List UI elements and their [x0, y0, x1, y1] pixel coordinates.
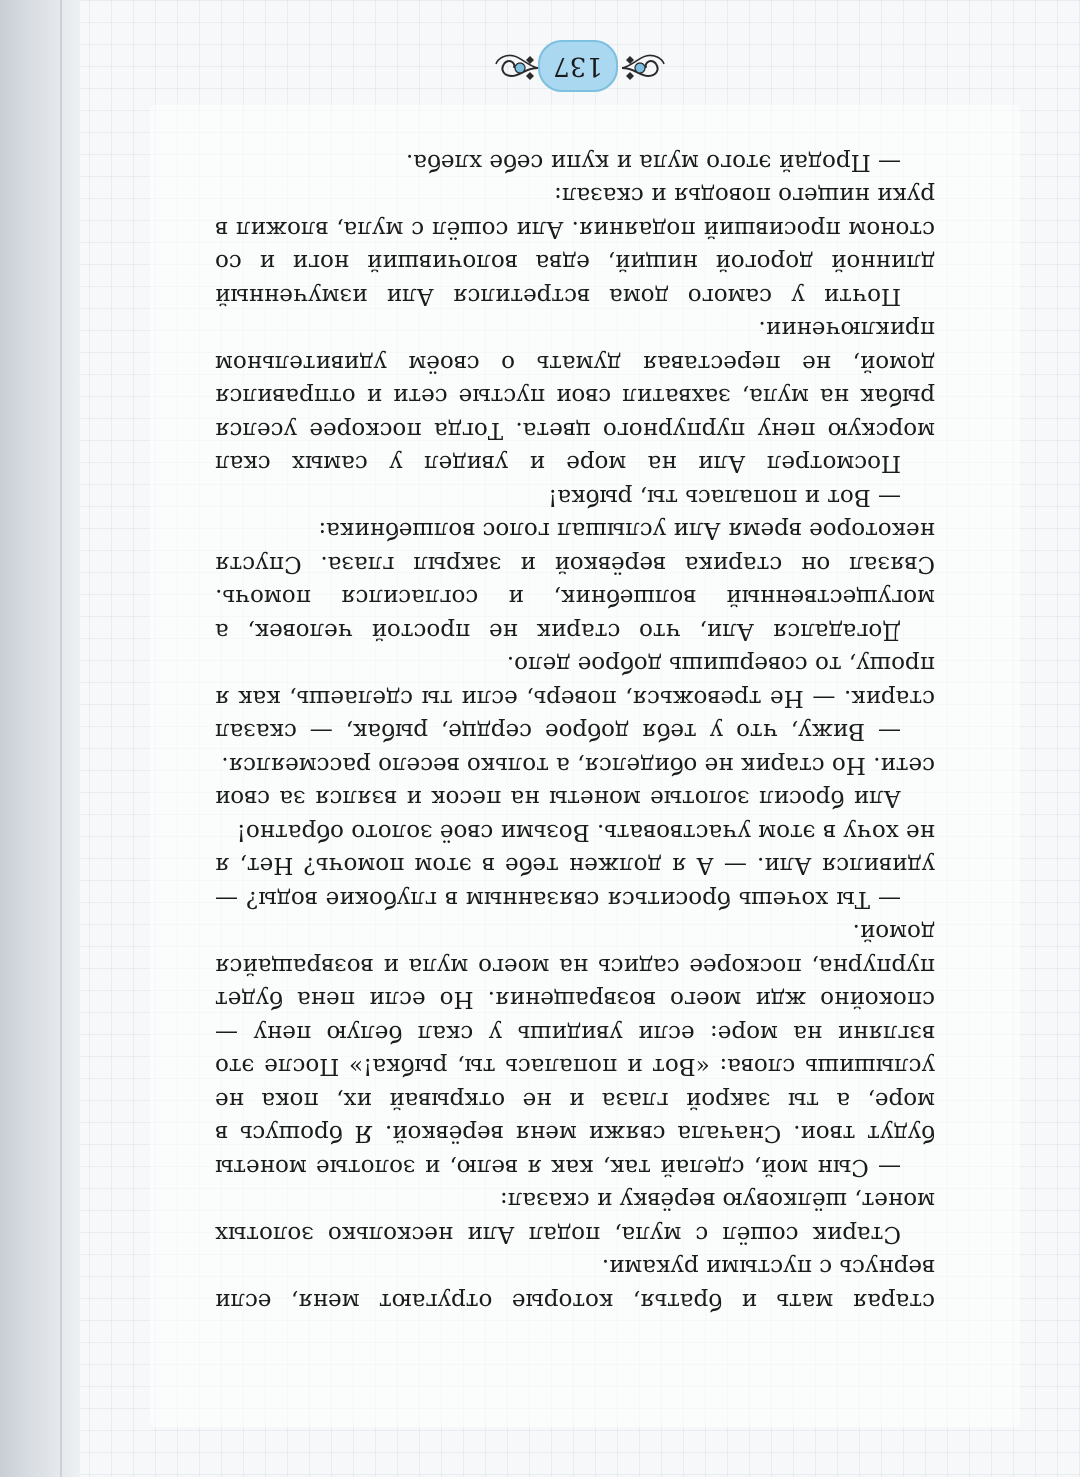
flourish-icon [490, 46, 540, 90]
book-spine-edge [0, 0, 80, 1477]
page-number-ornament [490, 38, 670, 98]
paragraph: — Вижу, что у тебя доброе сердце, рыбак, — сказал старик. — Не тревожься, поверь, если ты сделаешь, как я прошу, то совершишь доброе дело. [215, 651, 935, 745]
paragraph: — Вот и попалась ты, рыбка! [548, 484, 901, 510]
paragraph: старая мать и братья, которые отругают меня, если вернусь с пустыми руками. [215, 1254, 935, 1314]
paragraph: Догадался Али, что старик не простой человек, а могущественный волшебник, и согласился помочь. Связал он старика верёвкой и закрыл глаза. Спустя некоторое время Али услышал голос волшебника: [215, 517, 935, 644]
paragraph: Али бросил золотые монеты на песок и взялся за свои сети. Но старик не обиделся, а только весело рассмеялся. [215, 752, 935, 812]
paragraph: Почти у самого дома встретился Али измученный длинной дорогой нищий, едва волочивший ноги и со стоном просивший подаяния. Али сошёл с мула, вложил в руки нищего поводья и сказал: [215, 182, 935, 309]
page-edge-line [60, 0, 62, 1477]
book-page [80, 0, 1080, 1477]
paragraph: — Ты хочешь броситься связанным в глубокие воды? — удивился Али. — А я должен тебе в этом помочь? Нет, я не хочу в этом участвовать. Возьми своё золото обратно! [215, 819, 935, 912]
page-number-area [80, 38, 1080, 98]
paragraph: — Продай этого мула и купи себе хлеба. [405, 149, 901, 175]
paragraph: — Сын мой, сделай так, как я велю, и золотые монеты будут твои. Сначала свяжи меня верёвкой. Я брошусь в море, а ты закрой глаза и не открывай их, пока не услышишь слова: «Вот и попалась ты, рыбка!» После это взгляни на море: если увидишь у скал белую пену — спокойно жди моего возвращения. Но если пена будет пурпурна, поскорее садись на моего мула и возвращайся домой. [215, 919, 935, 1180]
story-text [215, 145, 935, 1318]
flourish-icon [620, 46, 670, 90]
page-number: 137 [538, 40, 618, 92]
paragraph: Старик сошёл с мула, подал Али несколько золотых монет, шёлковую верёвку и сказал: [215, 1187, 935, 1247]
paragraph: Посмотрел Али на море и увидел у самых скал морскую пену пурпурного цвета. Тогда поскорее уселся рыбак на мула, захватил свои пустые сети и отправился домой, не переставая думать о своём удивительном приключении. [215, 316, 935, 477]
